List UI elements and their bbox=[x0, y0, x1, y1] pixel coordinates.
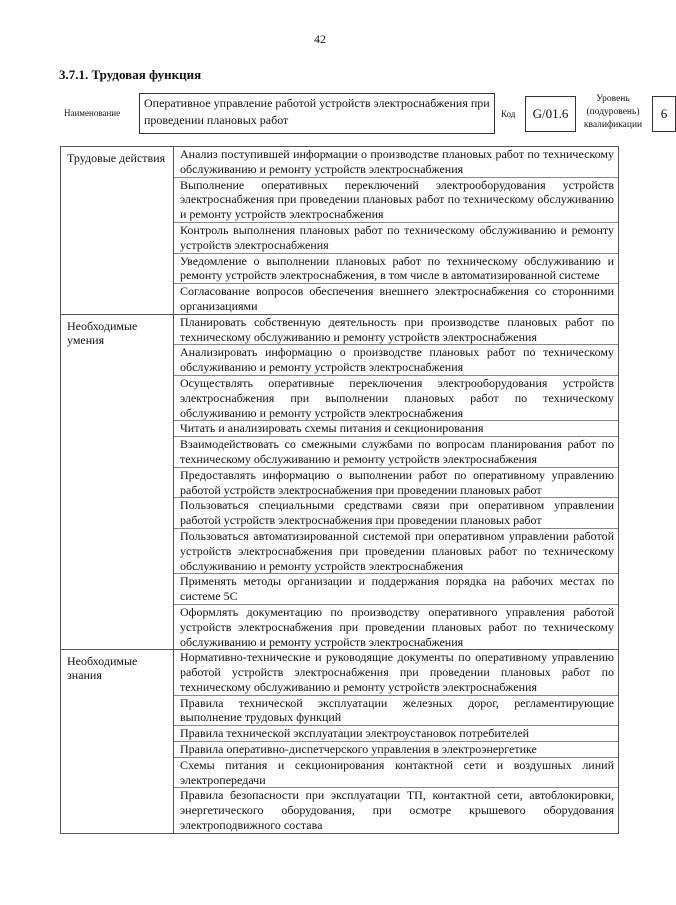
list-item: Предоставлять информацию о выполнении работ по оперативному управлению работой устройств электроснабжения при проведении плановых работ bbox=[174, 467, 618, 498]
list-item: Оформлять документацию по производству оперативного управления работой устройств электроснабжения при проведении плановых работ по техническому обслуживанию и ремонту устройств электроснабжения bbox=[174, 604, 618, 649]
section-title: 3.7.1. Трудовая функция bbox=[59, 67, 202, 82]
function-header bbox=[60, 93, 668, 135]
list-item: Пользоваться автоматизированной системой при оперативном управлении работой устройств электроснабжения при проведении плановых работ по техническому обслуживанию и ремонту устройств электроснабжения bbox=[174, 528, 618, 573]
section-labor-actions bbox=[61, 147, 619, 315]
page-number: 42 bbox=[314, 32, 326, 46]
list-item: Анализ поступившей информации о производстве плановых работ по техническому обслуживанию и ремонту устройств электроснабжения bbox=[180, 147, 614, 176]
list-item: Правила безопасности при эксплуатации ТП, контактной сети, автоблокировки, энергетического оборудования, при осмотре крышевого оборудования электроподвижного состава bbox=[174, 787, 618, 832]
section-items bbox=[174, 650, 619, 834]
section-label: Трудовые действия bbox=[61, 147, 174, 315]
code-label: Код bbox=[501, 109, 516, 119]
list-item: Осуществлять оперативные переключения электрооборудования устройств электроснабжения при выполнении плановых работ по техническому обслуживанию и ремонту устройств электроснабжения bbox=[174, 375, 618, 420]
name-label: Наименование bbox=[64, 108, 121, 118]
level-label: Уровень (подуровень) квалификации bbox=[583, 94, 643, 130]
list-item: Взаимодействовать со смежными службами по вопросам планирования работ по техническому обслуживанию и ремонту устройств электроснабжения bbox=[174, 436, 618, 467]
list-item: Правила технической эксплуатации электроустановок потребителей bbox=[174, 725, 618, 741]
list-item: Контроль выполнения плановых работ по техническому обслуживанию и ремонту устройств электроснабжения bbox=[174, 222, 618, 253]
list-item: Нормативно-технические и руководящие документы по оперативному управлению работой устройств электроснабжения при проведении плановых работ по техническому обслуживанию и ремонту устройств электроснабжения bbox=[180, 650, 614, 694]
code-value: G/01.6 bbox=[525, 96, 576, 132]
list-item: Схемы питания и секционирования контактной сети и воздушных линий электропередачи bbox=[174, 757, 618, 788]
section-items bbox=[174, 314, 619, 650]
list-item: Правила технической эксплуатации железных дорог, регламентирующие выполнение трудовых функций bbox=[174, 695, 618, 726]
name-value: Оперативное управление работой устройств электроснабжения при проведении плановых работ bbox=[139, 93, 495, 134]
function-table bbox=[60, 146, 619, 834]
section-items bbox=[174, 147, 619, 315]
section-required-skills bbox=[61, 314, 619, 650]
list-item: Согласование вопросов обеспечения внешнего электроснабжения со сторонними организациями bbox=[174, 283, 618, 314]
list-item: Планировать собственную деятельность при производстве плановых работ по техническому обслуживанию и ремонту устройств электроснабжения bbox=[180, 314, 614, 344]
list-item: Анализировать информацию о производстве плановых работ по техническому обслуживанию и ремонту устройств электроснабжения bbox=[174, 344, 618, 375]
level-value: 6 bbox=[652, 96, 676, 132]
section-label: Необходимые знания bbox=[61, 650, 174, 834]
list-item: Применять методы организации и поддержания порядка на рабочих местах по системе 5С bbox=[174, 573, 618, 604]
list-item: Читать и анализировать схемы питания и секционирования bbox=[174, 420, 618, 436]
list-item: Уведомление о выполнении плановых работ по техническому обслуживанию и ремонту устройств электроснабжения, в том числе в автоматизированной системе bbox=[174, 253, 618, 284]
list-item: Правила оперативно-диспетчерского управления в электроэнергетике bbox=[174, 741, 618, 757]
section-required-knowledge bbox=[61, 650, 619, 834]
list-item: Выполнение оперативных переключений электрооборудования устройств электроснабжения при проведении плановых работ по техническому обслуживанию и ремонту устройств электроснабжения bbox=[174, 177, 618, 222]
section-label: Необходимые умения bbox=[61, 314, 174, 650]
list-item: Пользоваться специальными средствами связи при оперативном управлении работой устройств электроснабжения при проведении плановых работ bbox=[174, 497, 618, 528]
